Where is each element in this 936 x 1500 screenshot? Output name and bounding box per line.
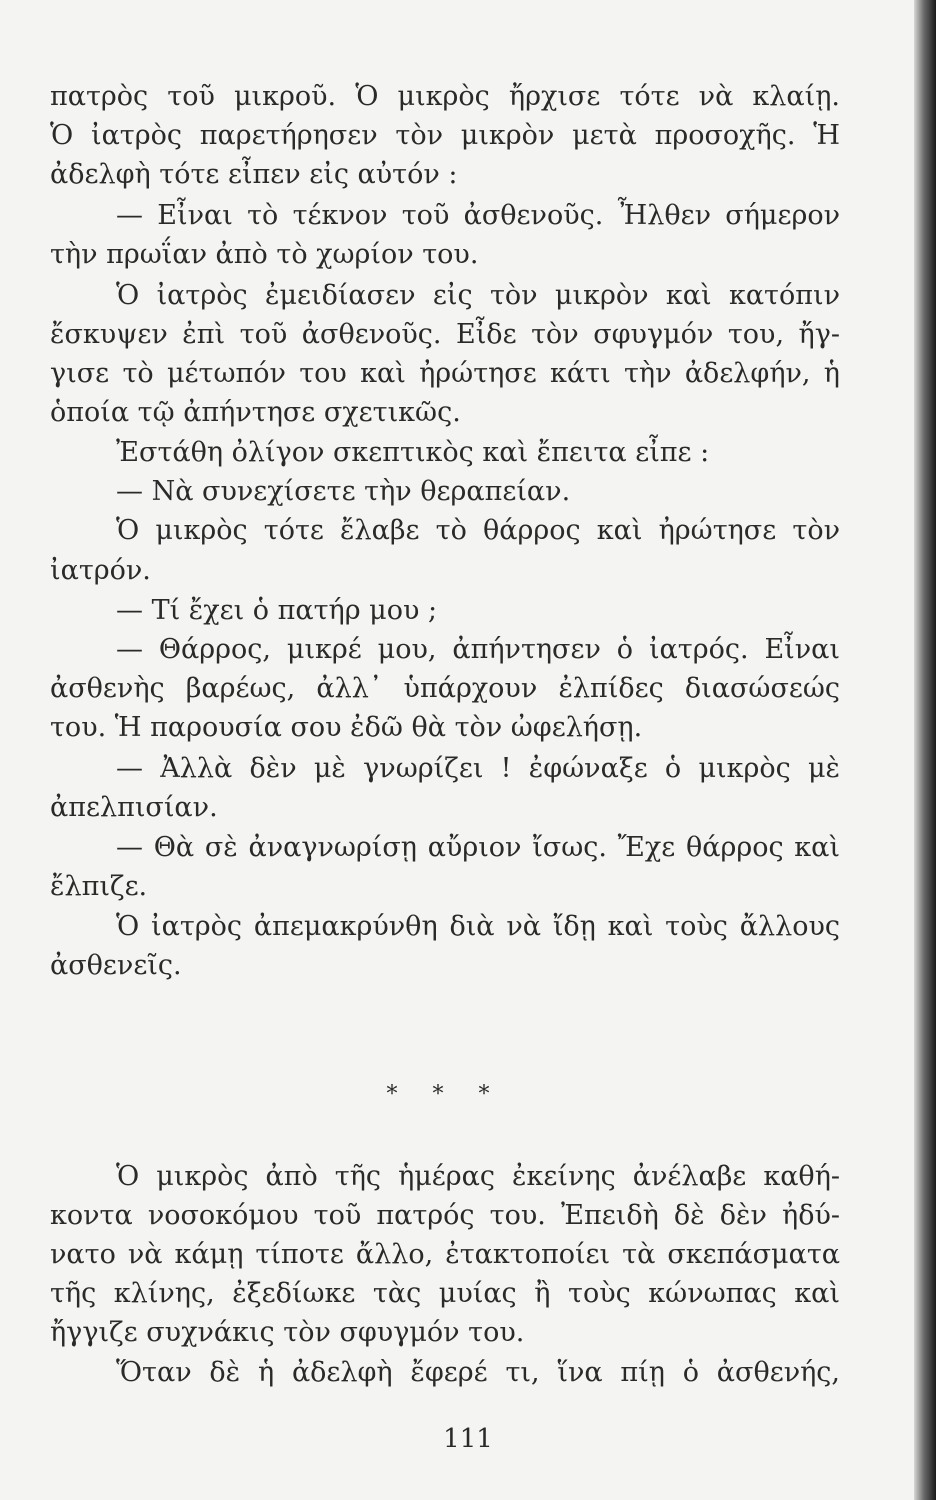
paragraph-start: Ὁ ἰατρὸς ἐμειδίασεν εἰς τὸν μικρὸν καὶ κατόπιν [116,280,840,311]
text-line: ἀσθενεῖς. [50,950,182,981]
text-line: ἰατρόν. [50,555,151,586]
paragraph-start: Ἐστάθη ὀλίγον σκεπτικὸς καὶ ἔπειτα εἶπε : [116,437,710,468]
page-edge-shadow [914,0,936,1500]
text-line: γισε τὸ μέτωπόν του καὶ ἠρώτησε κάτι τὴν ἀδελφήν, ἡ [50,358,840,389]
paragraph-start: Ὁ μικρὸς τότε ἔλαβε τὸ θάρρος καὶ ἠρώτησε τὸν [116,515,840,546]
text-line: Ὁ ἰατρὸς παρετήρησεν τὸν μικρὸν μετὰ προσοχῆς. Ἡ [50,120,840,151]
text-line: ἤγγιζε συχνάκις τὸν σφυγμόν του. [50,1317,525,1348]
text-line: νατο νὰ κάμῃ τίποτε ἄλλο, ἐτακτοποίει τὰ σκεπάσματα [50,1239,840,1270]
text-line: ἀδελφὴ τότε εἶπεν εἰς αὐτόν : [50,159,458,190]
text-line: ἔλπιζε. [50,871,148,902]
paragraph-start: Ὁ μικρὸς ἀπὸ τῆς ἡμέρας ἐκείνης ἀνέλαβε καθή- [116,1161,840,1192]
text-line: κοντα νοσοκόμου τοῦ πατρός του. Ἐπειδὴ δὲ δὲν ἠδύ- [50,1200,840,1231]
dialogue-line: — Εἶναι τὸ τέκνον τοῦ ἀσθενοῦς. Ἦλθεν σήμερον [116,200,840,231]
text-line: ἀσθενὴς βαρέως, ἀλλ᾽ ὑπάρχουν ἐλπίδες διασώσεώς [50,673,840,704]
dialogue-line: — Νὰ συνεχίσετε τὴν θεραπείαν. [116,476,571,507]
dialogue-line: — Θάρρος, μικρέ μου, ἀπήντησεν ὁ ἰατρός. Εἶναι [116,634,840,665]
paragraph-start: Ὅταν δὲ ἡ ἀδελφὴ ἔφερέ τι, ἵνα πίῃ ὁ ἀσθενής, [116,1357,840,1388]
text-line: τῆς κλίνης, ἐξεδίωκε τὰς μυίας ἢ τοὺς κώνωπας καὶ [50,1278,840,1309]
text-line: τὴν πρωΐαν ἀπὸ τὸ χωρίον του. [50,239,479,270]
dialogue-line: — Θὰ σὲ ἀναγνωρίσῃ αὔριον ἴσως. Ἔχε θάρρος καὶ [116,832,840,863]
text-line: ὁποία τῷ ἀπήντησε σχετικῶς. [50,397,461,428]
dialogue-line: — Τί ἔχει ὁ πατήρ μου ; [116,595,438,626]
text-line: ἀπελπισίαν. [50,792,218,823]
dialogue-line: — Ἀλλὰ δὲν μὲ γνωρίζει ! ἐφώναξε ὁ μικρὸς μὲ [116,753,840,784]
page-number: 111 [443,1424,493,1454]
text-line: ἔσκυψεν ἐπὶ τοῦ ἀσθενοῦς. Εἶδε τὸν σφυγμόν του, ἤγ- [50,319,840,350]
text-line: του. Ἡ παρουσία σου ἐδῶ θὰ τὸν ὠφελήσῃ. [50,712,643,743]
text-line: πατρὸς τοῦ μικροῦ. Ὁ μικρὸς ἤρχισε τότε νὰ κλαίῃ. [50,81,840,112]
section-separator: * * * [386,1082,504,1107]
paragraph-start: Ὁ ἰατρὸς ἀπεμακρύνθη διὰ νὰ ἴδῃ καὶ τοὺς ἄλλους [116,911,840,942]
